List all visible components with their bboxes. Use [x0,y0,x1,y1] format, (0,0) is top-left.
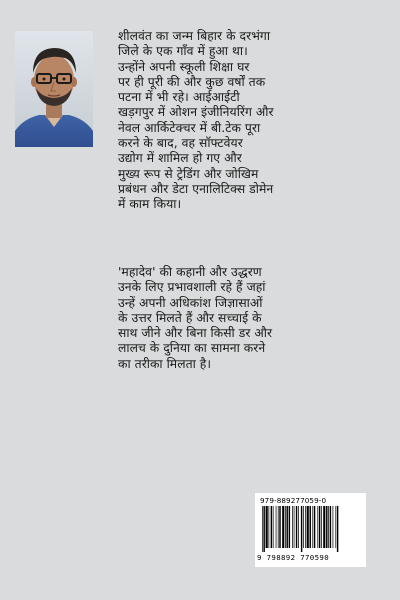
bio-paragraph-1 [118,29,386,213]
bio-line: में काम किया। [118,197,182,212]
barcode-bar [296,506,297,548]
barcode-bar [279,506,280,548]
bio-line: प्रबंधन और डेटा एनालिटिक्स डोमेन [118,181,274,196]
bio-line: जिले के एक गाँव में हुआ था। [118,44,248,59]
author-bio [118,29,386,371]
barcode-bar [285,506,286,548]
barcode-bar [262,506,263,552]
bio-line: नेवल आर्किटेक्चर में बी.टेक पूरा [118,120,261,135]
barcode-bar [328,506,329,548]
bio-line: के उत्तर मिलते हैं और सच्चाई के [118,310,262,325]
bio-line: 'महादेव' की कहानी और उद्धरण [118,265,262,279]
bio-line: मुख्य रूप से ट्रेडिंग और जोखिम [118,166,259,181]
barcode-bar [314,506,315,548]
barcode-bar [301,506,302,552]
bio-line: पटना में भी रहे। आईआईटी [118,90,240,105]
barcode-bar [282,506,284,548]
barcode-bar [266,506,268,548]
barcode-bar [307,506,309,548]
barcode-bar [317,506,318,548]
barcode-bar [312,506,313,548]
barcode-bar [333,506,334,548]
barcode-bar [289,506,290,548]
bio-line: उन्हें अपनी अधिकांश जिज्ञासाओं [118,295,263,310]
author-photo [15,31,93,147]
bio-line: उन्होंने अपनी स्कूली शिक्षा घर [118,59,250,74]
barcode-bar [305,506,306,548]
barcode-bar [286,506,287,548]
barcode-bar [326,506,327,548]
isbn-label: 979-889277059-0 [260,496,327,505]
barcode-bar [330,506,331,548]
barcode-icon [259,506,362,552]
barcode-bar [310,506,311,548]
bio-line: उनके लिए प्रभावशाली रहे हैं जहां [118,280,266,295]
bio-line: शीलवंत का जन्म बिहार के दरभंगा [118,29,271,43]
author-portrait-image [15,31,93,147]
bio-line: का तरीका मिलता है। [118,356,212,371]
isbn-barcode [255,493,366,567]
bio-paragraph-2 [118,265,272,372]
barcode-bar [298,506,299,548]
barcode-digits: 9 798892 770590 [257,553,329,562]
barcode-bar [335,506,336,548]
barcode-bar [271,506,272,548]
bio-line: पर ही पूरी की और कुछ वर्षों तक [118,74,266,89]
barcode-bar [294,506,295,548]
barcode-bar [278,506,279,548]
barcode-bar [263,506,264,552]
barcode-bar [292,506,293,548]
bio-line: करने के बाद, वह सॉफ्टवेयर [118,136,243,151]
bio-line: उद्योग में शामिल हो गए और [118,151,242,166]
barcode-bar [319,506,320,548]
barcode-bar [268,506,269,548]
bio-line: खड़गपुर में ओशन इंजीनियरिंग और [118,105,274,120]
bio-line: लालच के दुनिया का सामना करने [118,341,266,356]
bio-line: साथ जीने और बिना किसी डर और [118,326,273,341]
barcode-bar [273,506,274,548]
barcode-bar [276,506,277,548]
barcode-bar [321,506,322,548]
barcode-bar [337,506,338,552]
barcode-bar [323,506,325,548]
barcode-bar [303,506,304,548]
